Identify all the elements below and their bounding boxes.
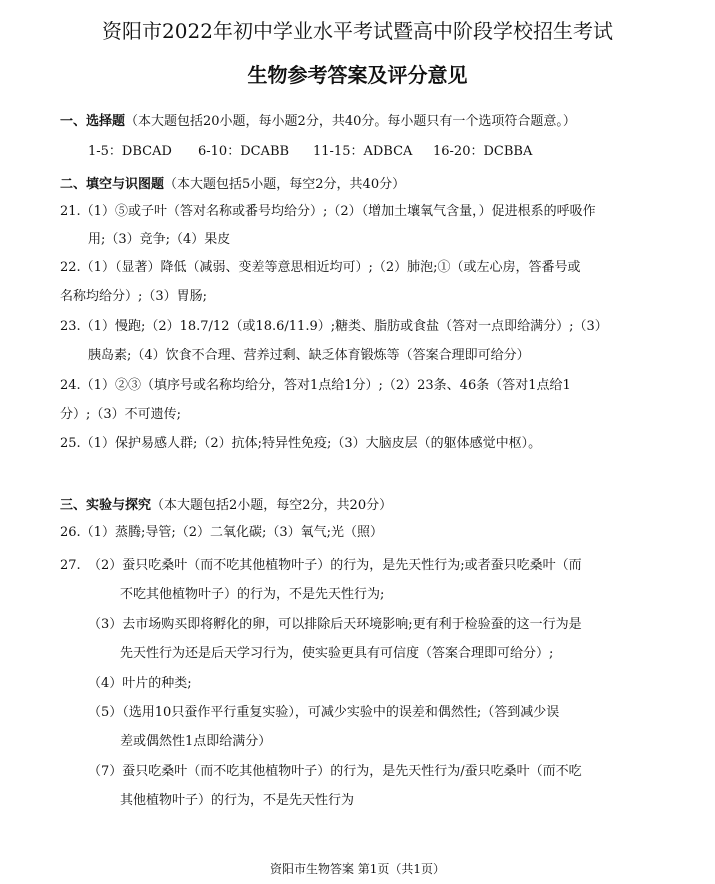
q27-7-line-1: （7）蚕只吃桑叶（而不吃其他植物叶子）的行为，是先天性行为/蚕只吃桑叶（而不吃 bbox=[88, 764, 582, 779]
page-title: 资阳市2022年初中学业水平考试暨高中阶段学校招生考试 bbox=[102, 19, 613, 43]
q27-3-line-2: 先天性行为还是后天学习行为，使实验更具有可信度（答案合理即可给分）; bbox=[120, 646, 554, 661]
answer-11-15: 11-15：ADBCA bbox=[313, 144, 413, 159]
q24-line-1: 24.（1）②③（填序号或名称均给分，答对1点给1分）;（2）23条、46条（答对1点给1 bbox=[60, 378, 571, 393]
section-1-title: 一、选择题 bbox=[60, 114, 126, 129]
q27-5-line-1: （5）（选用10只蚕作平行重复实验），可减少实验中的误差和偶然性;（答到减少误 bbox=[88, 705, 560, 720]
q27-7-line-2: 其他植物叶子）的行为，不是先天性行为 bbox=[120, 793, 355, 808]
section-2-heading bbox=[60, 176, 405, 194]
q27-number: 27. bbox=[60, 558, 81, 573]
section-2-desc: （本大题包括5小题，每空2分，共40分） bbox=[164, 177, 406, 192]
section-2-title: 二、填空与识图题 bbox=[60, 177, 165, 192]
answer-6-10: 6-10：DCABB bbox=[198, 144, 290, 159]
q27-3-line-1: （3）去市场购买即将孵化的卵，可以排除后天环境影响;更有利于检验蚕的这一行为是 bbox=[88, 617, 582, 632]
q25-line: 25.（1）保护易感人群;（2）抗体;特异性免疫;（3）大脑皮层（的躯体感觉中枢）。 bbox=[60, 436, 542, 451]
q27-2-line-2: 不吃其他植物叶子）的行为，不是先天性行为; bbox=[120, 587, 385, 602]
section-3-heading bbox=[60, 497, 392, 515]
q23-line-2: 胰岛素;（4）饮食不合理、营养过剩、缺乏体育锻炼等（答案合理即可给分） bbox=[88, 348, 530, 363]
q24-line-2: 分）;（3）不可遗传; bbox=[60, 407, 182, 422]
q27-5-line-2: 差或偶然性1点即给满分） bbox=[120, 734, 272, 749]
q21-line-1: 21.（1）⑤或子叶（答对名称或番号均给分）;（2）（增加土壤氧气含量，）促进根系的呼吸作 bbox=[60, 204, 596, 219]
q23-line-1: 23.（1）慢跑;（2）18.7/12（或18.6/11.9）;糖类、脂肪或食盐（答对一点即给满分）;（3） bbox=[60, 319, 608, 334]
page-footer: 资阳市生物答案 第1页（共1页） bbox=[269, 862, 446, 876]
section-1-heading bbox=[60, 113, 576, 131]
answer-1-5: 1-5：DBCAD bbox=[88, 144, 172, 159]
section-1-desc: （本大题包括20小题，每小题2分，共40分。每小题只有一个选项符合题意。） bbox=[125, 114, 576, 129]
q21-line-2: 用;（3）竞争;（4）果皮 bbox=[88, 232, 231, 247]
q22-line-2: 名称均给分）;（3）胃肠; bbox=[60, 289, 208, 304]
q22-line-1: 22.（1）（显著）降低（减弱、变差等意思相近均可）;（2）肺泡;①（或左心房，答番号或 bbox=[60, 260, 581, 275]
page-subtitle: 生物参考答案及评分意见 bbox=[247, 63, 468, 87]
section-3-desc: （本大题包括2小题，每空2分，共20分） bbox=[151, 498, 393, 513]
answer-16-20: 16-20：DCBBA bbox=[433, 144, 533, 159]
q27-4-line: （4）叶片的种类; bbox=[88, 676, 192, 691]
section-3-title: 三、实验与探究 bbox=[60, 498, 152, 513]
q26-line: 26.（1）蒸腾;导管;（2）二氧化碳;（3）氧气;光（照） bbox=[60, 525, 384, 540]
q27-2-line-1: （2）蚕只吃桑叶（而不吃其他植物叶子）的行为，是先天性行为;或者蚕只吃桑叶（而 bbox=[88, 558, 582, 573]
